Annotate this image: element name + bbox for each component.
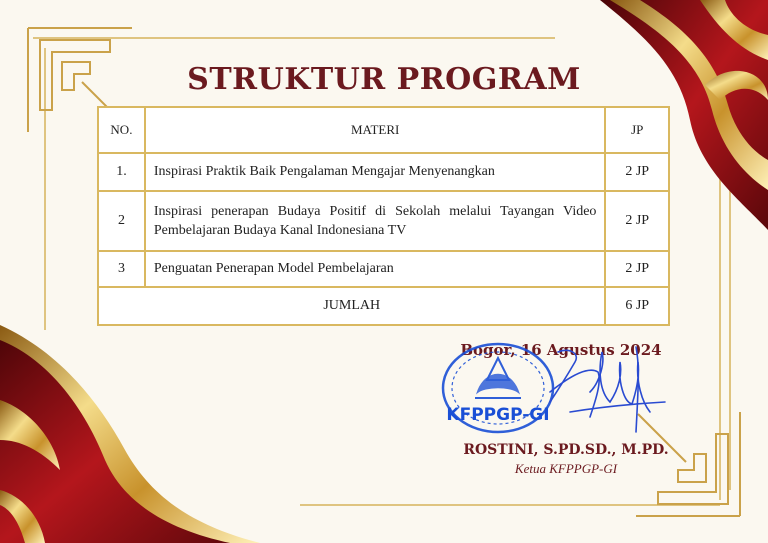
total-label: JUMLAH xyxy=(98,287,605,325)
table-total-row xyxy=(98,287,669,325)
row-no: 1. xyxy=(98,153,145,191)
row-no: 2 xyxy=(98,191,145,251)
total-jp: 6 JP xyxy=(605,287,669,325)
signer-position: Ketua KFPPGP-GI xyxy=(514,461,618,476)
row-jp: 2 JP xyxy=(605,153,669,191)
header-materi: MATERI xyxy=(145,107,606,153)
header-no: NO. xyxy=(98,107,145,153)
row-jp: 2 JP xyxy=(605,251,669,287)
handwritten-signature xyxy=(540,332,670,447)
row-materi: Inspirasi penerapan Budaya Positif di Sekolah melalui Tayangan Video Pembelajaran Budaya Kanal Indonesiana TV xyxy=(145,191,606,251)
row-jp: 2 JP xyxy=(605,191,669,251)
row-materi: Inspirasi Praktik Baik Pengalaman Mengajar Menyenangkan xyxy=(145,153,606,191)
page-title: STRUKTUR PROGRAM xyxy=(187,62,581,97)
row-materi: Penguatan Penerapan Model Pembelajaran xyxy=(145,251,606,287)
row-no: 3 xyxy=(98,251,145,287)
table-row xyxy=(98,191,669,251)
place-date: Bogor, 16 Agustus 2024 xyxy=(460,341,662,359)
header-jp: JP xyxy=(605,107,669,153)
table-row xyxy=(98,153,669,191)
signer-name: ROSTINI, S.PD.SD., M.PD. xyxy=(463,442,669,458)
program-structure-table xyxy=(97,106,670,326)
table-row xyxy=(98,251,669,287)
table-header-row xyxy=(98,107,669,153)
bottom-left-swirl xyxy=(0,325,260,543)
stamp-text: KFPPGP-GI xyxy=(446,405,550,425)
